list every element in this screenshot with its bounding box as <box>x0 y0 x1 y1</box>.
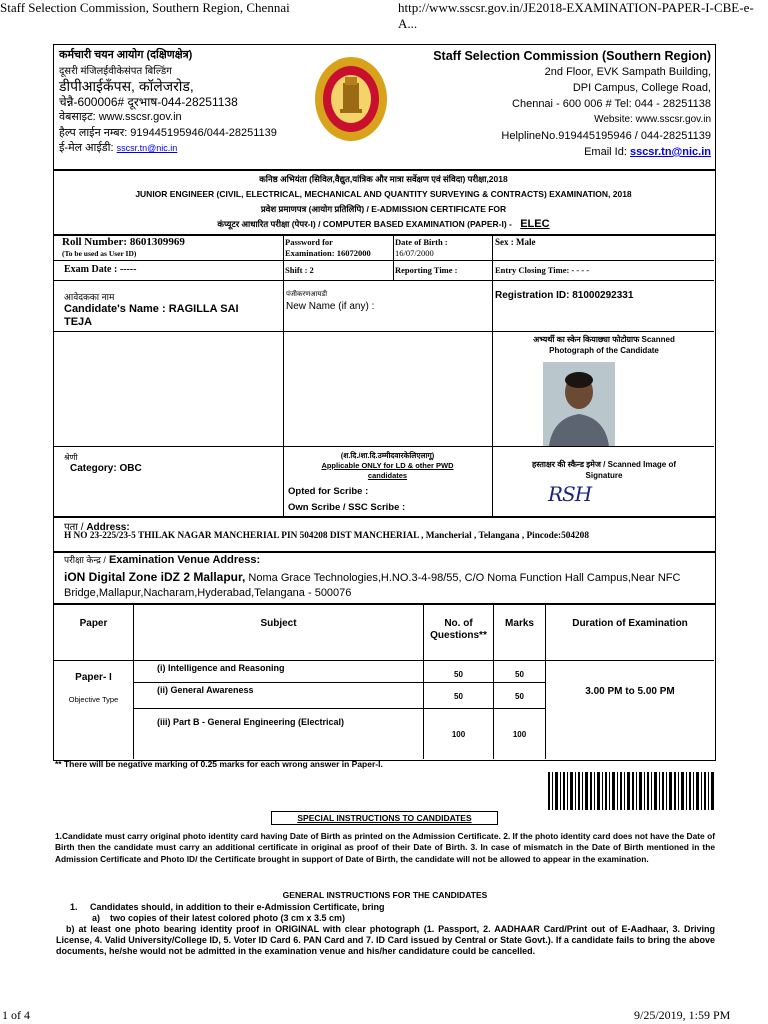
marks-row-2: 50 <box>515 692 524 701</box>
header-left-line2: दूसरी मंजिलईवीकेसंपत बिल्डिंग <box>59 65 172 77</box>
ssc-logo <box>312 55 390 147</box>
dob-value: 16/07/2000 <box>395 248 434 258</box>
general-instruction-1a: a) two copies of their latest colored photo (3 cm x 3.5 cm) <box>92 913 346 923</box>
header-right-line3: Chennai - 600 006 # Tel: 044 - 28251138 <box>512 98 711 110</box>
candidate-photo-icon <box>543 362 615 446</box>
paper-type: Objective Type <box>68 695 119 704</box>
category: Category: OBC <box>70 463 142 474</box>
special-instructions-title: SPECIAL INSTRUCTIONS TO CANDIDATES <box>271 811 498 825</box>
ssc-emblem-icon <box>312 55 390 147</box>
barcode-icon <box>548 772 714 810</box>
category-hindi: श्रेणी <box>64 453 78 462</box>
name-hindi: आवेदकका नाम <box>64 292 115 302</box>
candidate-name-line2: TEJA <box>64 316 93 328</box>
scribe-note <box>285 451 490 481</box>
email-label: Email Id: <box>584 146 627 158</box>
questions-row-1: 50 <box>454 670 463 679</box>
email-link-left[interactable]: sscsr.tn@nic.in <box>116 143 178 153</box>
page-number: 1 of 4 <box>2 1008 30 1022</box>
scribe-note-line2: candidates <box>367 471 408 480</box>
barcode <box>548 772 714 810</box>
address-value: H NO 23-225/23-5 THILAK NAGAR MANCHERIAL PIN 504208 DIST MANCHERIAL , Mancherial , Telangana , Pincode:504208 <box>64 531 589 541</box>
roll-number <box>62 237 185 259</box>
address-label: Address: <box>86 522 130 533</box>
candidate-photo <box>543 362 615 446</box>
exam-title-block <box>55 172 712 232</box>
browser-title: Staff Selection Commission, Southern Region, Chennai <box>0 0 290 15</box>
exam-stream: ELEC <box>520 218 550 230</box>
header-right-line2: DPI Campus, College Road, <box>572 82 711 94</box>
header-left-block <box>59 48 277 157</box>
exam-date: Exam Date : ----- <box>64 264 137 275</box>
th-subject: Subject <box>260 618 297 629</box>
exam-cbe-text: कंप्यूटर आधारित परीक्षा (पेपर-I) / COMPUTER BASED EXAMINATION (PAPER-I) - <box>217 219 512 229</box>
subject-row-2: (ii) General Awareness <box>157 685 254 695</box>
email-label-hindi: ई-मेल आईडी: <box>59 142 114 154</box>
password-label: Password for <box>285 237 333 247</box>
signature-image: RSH <box>548 482 592 506</box>
header-right-line5: HelplineNo.919445195946 / 044-28251139 <box>501 130 711 142</box>
email-link-right[interactable]: sscsr.tn@nic.in <box>629 146 711 158</box>
new-name-hindi: पंजीकरणआयडी <box>286 291 328 298</box>
special-instructions-text: 1.Candidate must carry original photo identity card having Date of Birth as printed on the Admission Certificate. 2. If the photo identity card does not have the Date of Birth then the candidate must carry an additional certificate in original as proof of their Date of Birth. 3. In case of mismatch in the Date of Birth mentioned in the Admission Certificate and Photo ID/ the Certificate brought in support of Date of Birth, the candidate will not be allowed to appear in the examination. <box>55 831 715 864</box>
own-scribe: Own Scribe / SSC Scribe : <box>288 502 406 513</box>
marks-row-1: 50 <box>515 670 524 679</box>
venue-line2: Bridge,Mallapur,Nacharam,Hyderabad,Telangana - 500076 <box>64 587 352 599</box>
scribe-note-line1: Applicable ONLY for LD & other PWD <box>321 461 454 470</box>
venue-label: Examination Venue Address: <box>108 554 261 566</box>
th-paper: Paper <box>79 618 108 629</box>
photo-caption <box>494 334 714 356</box>
venue-line1: Noma Grace Technologies,H.NO.3-4-98/55, C/O Noma Function Hall Campus,Near NFC <box>248 572 681 584</box>
browser-url[interactable]: http://www.sscsr.gov.in/JE2018-EXAMINATION-PAPER-I-CBE-e-A... <box>398 0 754 31</box>
subject-row-1: (i) Intelligence and Reasoning <box>157 663 285 673</box>
venue-hindi: परीक्षा केन्द्र / <box>64 555 106 565</box>
venue-address <box>64 570 712 601</box>
password-block <box>285 237 371 259</box>
dob-block <box>395 237 448 259</box>
address-hindi: पता / <box>64 522 84 533</box>
exam-cert-title: प्रवेश प्रमाणपत्र (आयोग प्रतिलिपि) / E-ADMISSION CERTIFICATE FOR <box>260 204 507 214</box>
exam-title-english: JUNIOR ENGINEER (CIVIL, ELECTRICAL, MECHANICAL AND QUANTITY SURVEYING & CONTRACTS) EXAMINATION, 2018 <box>135 189 632 199</box>
signature-caption-en: Signature <box>585 471 623 480</box>
scribe-hindi: (श.दि./शा.दि.उम्मीदवारकेलिएलागू) <box>340 451 435 460</box>
photo-caption-hindi: अभ्यर्थी का स्केन कियाछ्या फोटोग्राफ Scanned <box>533 335 675 344</box>
negative-marking-note: ** There will be negative marking of 0.25 marks for each wrong answer in Paper-I. <box>55 759 383 769</box>
registration-id: Registration ID: 81000292331 <box>495 290 634 301</box>
dob-label: Date of Birth : <box>395 237 448 247</box>
signature-caption-hindi: हस्ताक्षर की स्कैन्ड इमेज / Scanned Image of <box>531 460 677 469</box>
opted-scribe: Opted for Scribe : <box>288 486 369 497</box>
marks-row-3: 100 <box>512 730 527 739</box>
shift: Shift : 2 <box>285 265 314 275</box>
print-datetime: 9/25/2019, 1:59 PM <box>634 1008 731 1022</box>
header-left-line4: चेन्नै-600006# दूरभाष-044-28251138 <box>59 94 238 109</box>
signature-caption <box>494 459 714 481</box>
th-marks: Marks <box>505 618 534 629</box>
candidate-name <box>64 303 279 329</box>
subject-row-3: (iii) Part B - General Engineering (Electrical) <box>157 717 345 727</box>
exam-title-hindi: कनिष्ठ अभियंता (सिविल,वैद्युत,यांत्रिक और मात्रा सर्वेक्षण एवं संविदा) परीक्षा,2018 <box>259 174 508 184</box>
sex: Sex : Male <box>495 237 536 247</box>
reporting-time: Reporting Time : <box>395 265 458 275</box>
new-name: New Name (if any) : <box>286 301 375 312</box>
candidate-name-line1: Candidate's Name : RAGILLA SAI <box>64 303 239 315</box>
venue-heading <box>64 553 260 566</box>
header-right-title: Staff Selection Commission (Southern Region) <box>433 49 711 63</box>
duration: 3.00 PM to 5.00 PM <box>585 686 675 697</box>
header-left-line7 <box>59 141 277 157</box>
header-left-line1: कर्मचारी चयन आयोग (दक्षिणक्षेत्र) <box>59 49 193 61</box>
header-left-line5: वेबसाइट: www.sscsr.gov.in <box>59 111 182 123</box>
questions-row-3: 100 <box>451 730 466 739</box>
exam-cbe-line <box>55 217 712 232</box>
header-left-line6: हैल्प लाईन नम्बर: 919445195946/044-28251139 <box>59 126 277 139</box>
header-right-line1: 2nd Floor, EVK Sampath Building, <box>544 66 711 78</box>
general-instruction-1b: b) at least one photo bearing identity proof in ORIGINAL with clear photograph (1. Passport, 2. AADHAAR Card/Print out of E-Aadhaar, 3. Driving License, 4. Valid University/College ID, 5. Voter ID Card 6. PAN Card and 7. ID Card issued by Central or State Govt.). If a candidate fails to bring the above documents, he/she would not be admitted in the examination venue and his/her candidature could be cancelled. <box>56 924 715 956</box>
th-questions: No. of Questions** <box>430 618 487 641</box>
header-right-email-row <box>400 144 711 160</box>
general-instruction-1: 1. Candidates should, in addition to their e-Admission Certificate, bring <box>70 902 385 912</box>
header-right-line4: Website: www.sscsr.gov.in <box>594 114 711 125</box>
th-duration: Duration of Examination <box>572 618 688 629</box>
venue-name: iON Digital Zone iDZ 2 Mallapur, <box>64 570 246 584</box>
questions-row-2: 50 <box>454 692 463 701</box>
general-instructions-title: GENERAL INSTRUCTIONS FOR THE CANDIDATES <box>282 890 488 900</box>
roll-value: 8601309969 <box>129 236 185 248</box>
photo-caption-en: Photograph of the Candidate <box>549 346 659 355</box>
header-right-block <box>400 48 711 160</box>
roll-note: (To be used as User ID) <box>62 249 137 258</box>
entry-closing-time: Entry Closing Time: - - - - <box>495 265 590 275</box>
roll-label: Roll Number: <box>62 236 128 248</box>
password-value: Examination: 16072000 <box>285 248 371 258</box>
header-left-line3: डीपीआईकॅंपस, कॉलेजरोड, <box>59 78 194 94</box>
paper-name: Paper- I <box>75 672 112 683</box>
